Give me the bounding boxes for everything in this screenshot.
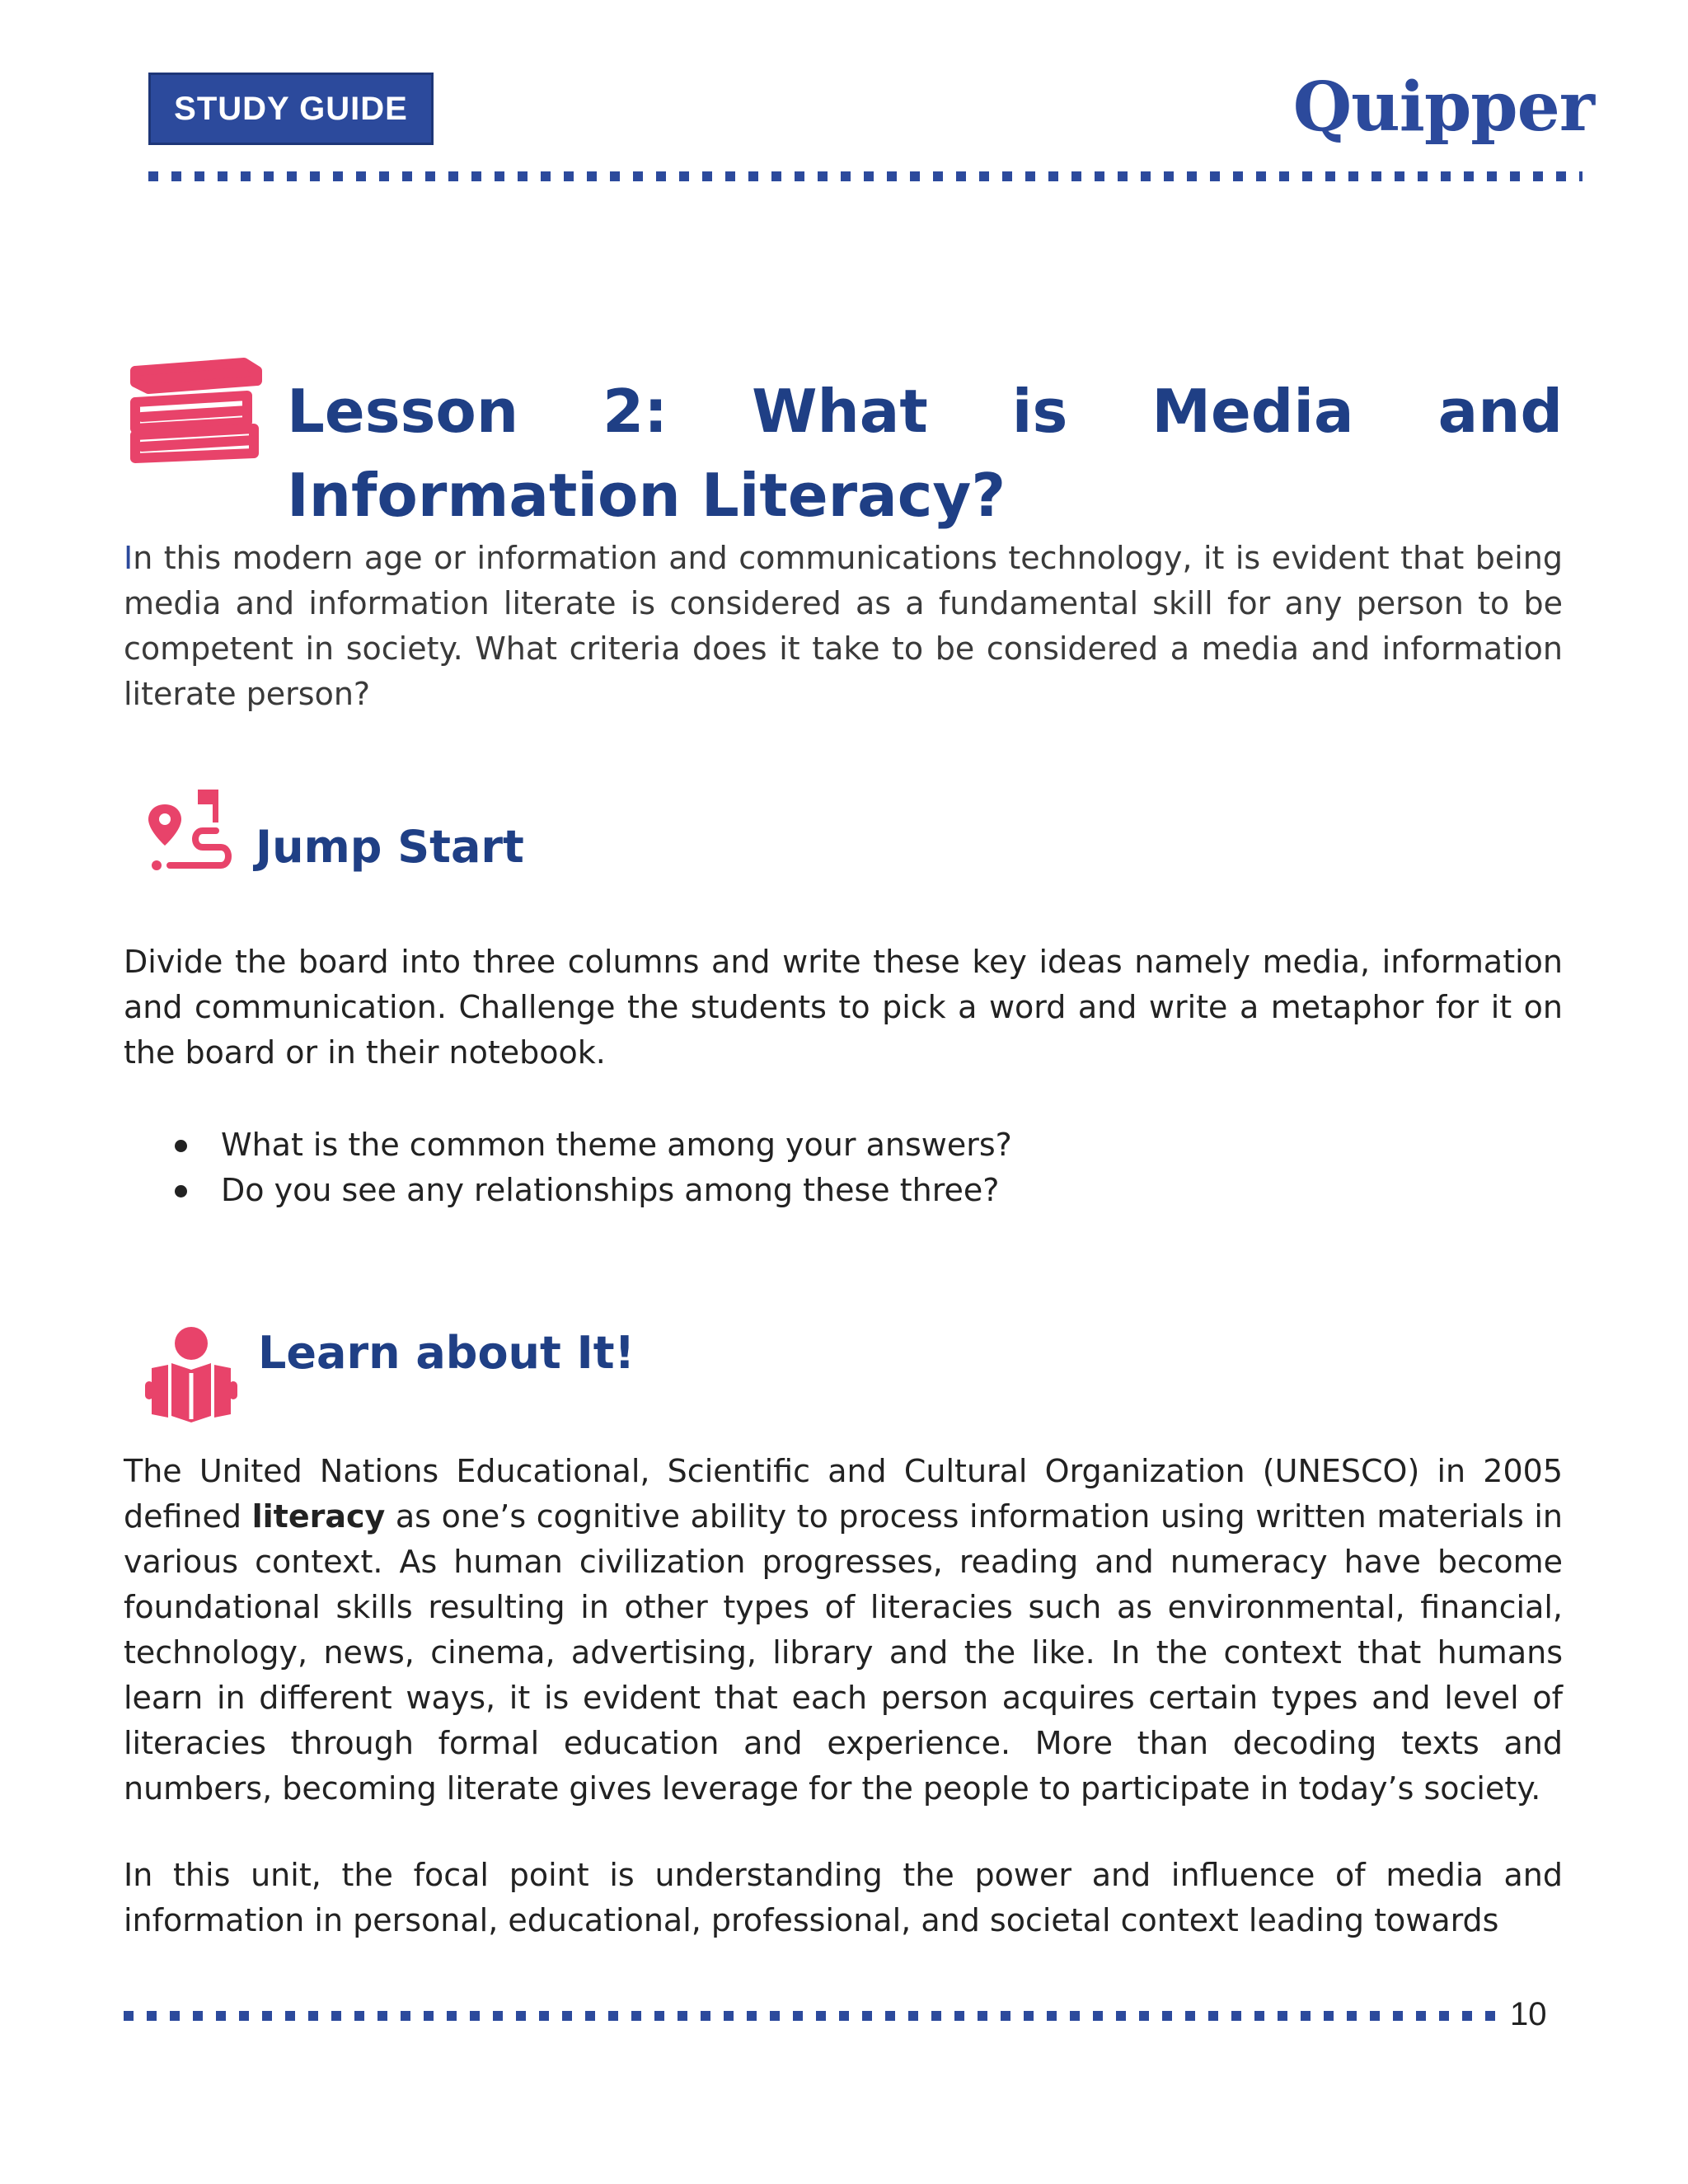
jump-start-heading: Jump Start: [256, 821, 524, 873]
literacy-term: literacy: [251, 1498, 386, 1535]
intro-text: n this modern age or information and communications technology, it is evident that being media and information literate is considered as a fundamental skill for any person to be competent in society. What criteria does it take to be considered a media and information literate person?: [124, 540, 1563, 712]
footer-divider: [124, 2011, 1500, 2021]
books-stack-icon: [124, 356, 264, 463]
list-item-text: Do you see any relationships among these three?: [221, 1172, 1000, 1208]
learn-p1-after: as one’s cognitive ability to process information using written materials in various context. As human civilization progresses, reading and numeracy have become foundational skills resulting in other types of literacies such as environmental, financial, technology, news, cinema, advertising, library and the like. In the context that humans learn in different ways, it is evident that each person acquires certain types and level of literacies through formal education and experience. More than decoding texts and numbers, becoming literate gives leverage for the people to participate in today’s society.: [124, 1498, 1563, 1807]
map-route-icon: [145, 785, 236, 875]
bullet-icon: [175, 1185, 187, 1197]
intro-paragraph: [124, 536, 1563, 717]
learn-about-it-heading: Learn about It!: [258, 1327, 635, 1379]
header-divider: [148, 171, 1582, 181]
intro-initial: I: [124, 540, 134, 576]
study-guide-badge: [148, 73, 434, 145]
list-item: [169, 1168, 1012, 1213]
learn-paragraph-2: In this unit, the focal point is understanding the power and influence of media and information in personal, educational, professional, and societal context leading towards: [124, 1857, 1563, 1938]
badge-label: STUDY GUIDE: [174, 90, 408, 127]
jump-start-paragraph: Divide the board into three columns and write these key ideas namely media, information and communication. Challenge the students to pick a word and write a metaphor for it on the board or in their notebook.: [124, 944, 1563, 1071]
quipper-logo: Quipper: [1292, 68, 1594, 147]
list-item: [169, 1122, 1012, 1168]
list-item-text: What is the common theme among your answers?: [221, 1127, 1012, 1163]
jump-start-bullet-list: [169, 1122, 1012, 1213]
bullet-icon: [175, 1140, 187, 1152]
learn-paragraph-1: [124, 1449, 1563, 1811]
reader-icon: [145, 1327, 237, 1424]
learn-p1-before: The United Nations Educational, Scientific and Cultural Organization (UNESCO) in 2005 defined: [124, 1453, 1563, 1535]
page-number: 10: [1510, 1996, 1547, 2032]
lesson-title: Lesson 2: What is Media and Information Literacy?: [287, 377, 1563, 530]
